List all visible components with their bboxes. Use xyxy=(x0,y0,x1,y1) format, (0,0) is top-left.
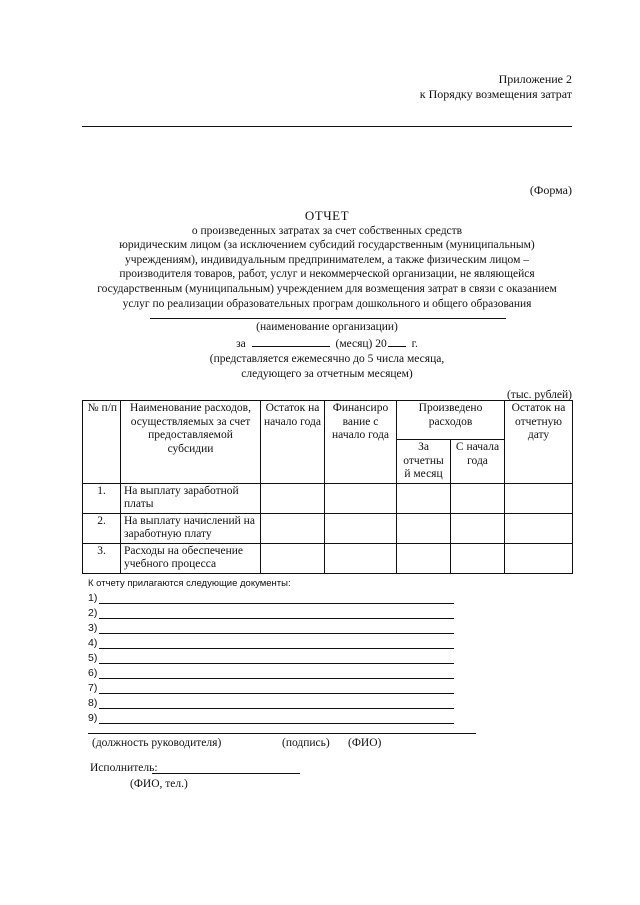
submission-note-1: (представляется ежемесячно до 5 числа месяца, xyxy=(209,353,445,365)
header-spent-month: За отчетны й месяц xyxy=(397,440,451,484)
row-name: Расходы на обеспечение учебного процесса xyxy=(121,543,261,573)
document-number: 2) xyxy=(88,607,98,619)
period-year-field[interactable] xyxy=(388,335,406,347)
cell-spent-month[interactable] xyxy=(397,543,451,573)
expenses-table xyxy=(82,400,573,574)
submission-note-2: следующего за отчетным месяцем) xyxy=(241,368,413,380)
signature-sign: (подпись) xyxy=(282,737,330,749)
document-line-8[interactable] xyxy=(88,697,454,711)
header-name: Наименование расходов, осуществляемых за счет предоставляемой субсидии xyxy=(121,401,261,484)
header-spent-year: С начала года xyxy=(451,440,505,484)
table-row xyxy=(83,483,573,513)
document-line-7[interactable] xyxy=(88,682,454,696)
title-line-5: государственным (муниципальным) учреждением для возмещения затрат в связи с оказанием xyxy=(97,282,557,295)
document-number: 1) xyxy=(88,592,98,604)
document-number: 3) xyxy=(88,622,98,634)
document-number: 9) xyxy=(88,712,98,724)
report-heading: ОТЧЕТ xyxy=(304,208,350,223)
header-start-balance: Остаток на начало года xyxy=(261,401,325,484)
row-name: На выплату начислений на заработную плату xyxy=(121,513,261,543)
report-title xyxy=(80,209,574,311)
cell-spent-month[interactable] xyxy=(397,513,451,543)
header-financed: Финансиро вание с начало года xyxy=(325,401,397,484)
cell-end-balance[interactable] xyxy=(505,483,573,513)
header-num: № п/п xyxy=(83,401,121,484)
document-line-1[interactable] xyxy=(88,592,454,606)
period-suffix: г. xyxy=(411,338,418,350)
cell-financed[interactable] xyxy=(325,483,397,513)
document-number: 7) xyxy=(88,682,98,694)
header-end-balance: Остаток на отчетную дату xyxy=(505,401,573,484)
table-row xyxy=(83,513,573,543)
units-label: (тыс. рублей) xyxy=(506,389,572,401)
document-number: 8) xyxy=(88,697,98,709)
document-line-2[interactable] xyxy=(88,607,454,621)
period-month-label: (месяц) 20 xyxy=(335,338,387,350)
document-line-3[interactable] xyxy=(88,622,454,636)
row-num: 2. xyxy=(83,513,121,543)
title-line-1: о произведенных затратах за счет собственных средств xyxy=(191,224,463,237)
period-month-field[interactable] xyxy=(252,335,330,347)
document-line-6[interactable] xyxy=(88,667,454,681)
form-label: (Форма) xyxy=(529,183,572,197)
period-line xyxy=(80,335,574,352)
appendix-line-1: Приложение 2 xyxy=(498,72,572,86)
executor-label: Исполнитель: xyxy=(90,762,158,774)
document-line-4[interactable] xyxy=(88,637,454,651)
document-number: 4) xyxy=(88,637,98,649)
cell-end-balance[interactable] xyxy=(505,543,573,573)
header-divider xyxy=(82,126,572,127)
cell-start-balance[interactable] xyxy=(261,483,325,513)
appendix-header xyxy=(420,72,572,102)
signature-position: (должность руководителя) xyxy=(92,737,222,749)
cell-end-balance[interactable] xyxy=(505,513,573,543)
title-line-3: учреждениям), индивидуальным предпринимателем, а также физическим лицом – xyxy=(125,253,529,266)
row-num: 3. xyxy=(83,543,121,573)
executor-caption: (ФИО, тел.) xyxy=(130,778,188,790)
document-line-9[interactable] xyxy=(88,712,454,726)
documents-heading: К отчету прилагаются следующие документы: xyxy=(88,578,291,589)
title-line-6: услуг по реализации образовательных програм дошкольного и общего образования xyxy=(122,297,532,310)
cell-start-balance[interactable] xyxy=(261,543,325,573)
signature-fio: (ФИО) xyxy=(348,737,382,749)
organization-caption: (наименование организации) xyxy=(256,321,398,333)
document-number: 5) xyxy=(88,652,98,664)
cell-spent-year[interactable] xyxy=(451,543,505,573)
cell-spent-year[interactable] xyxy=(451,513,505,543)
cell-spent-month[interactable] xyxy=(397,483,451,513)
table-header-row xyxy=(83,401,573,440)
cell-financed[interactable] xyxy=(325,543,397,573)
appendix-line-2: к Порядку возмещения затрат xyxy=(419,87,572,101)
period-prefix: за xyxy=(236,338,246,350)
header-spent: Произведено расходов xyxy=(397,401,505,440)
title-line-4: производителя товаров, работ, услуг и некоммерческой организации, не являющейся xyxy=(119,268,535,281)
document-line-5[interactable] xyxy=(88,652,454,666)
row-name: На выплату заработной платы xyxy=(121,483,261,513)
title-line-2: юридическим лицом (за исключением субсидий государственным (муниципальным) xyxy=(119,239,535,252)
cell-spent-year[interactable] xyxy=(451,483,505,513)
executor-field[interactable] xyxy=(152,773,300,774)
cell-financed[interactable] xyxy=(325,513,397,543)
row-num: 1. xyxy=(83,483,121,513)
signature-line[interactable] xyxy=(88,733,476,734)
cell-start-balance[interactable] xyxy=(261,513,325,543)
organization-name-field[interactable] xyxy=(150,318,506,319)
document-number: 6) xyxy=(88,667,98,679)
organization-block xyxy=(80,320,574,382)
table-row xyxy=(83,543,573,573)
